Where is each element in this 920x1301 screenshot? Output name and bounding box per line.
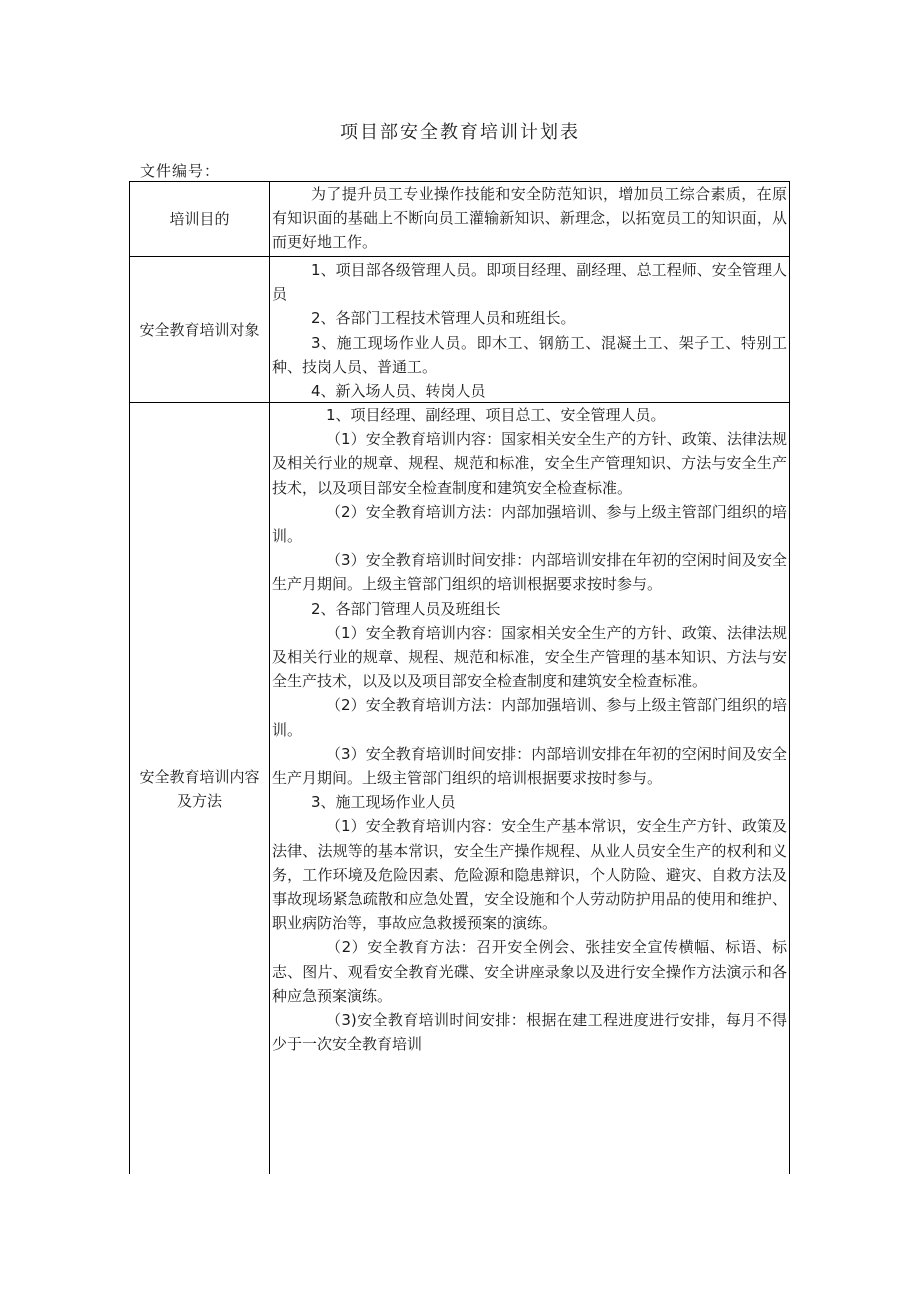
content-paragraph: （1）安全教育培训内容：安全生产基本常识，安全生产方针、政策及法律、法规等的基本常识，安全生产操作规程、从业人员安全生产的权利和义务，工作环境及危险因素、危险源和隐患辩识，个人防险、避灾、自救方法及事故现场紧急疏散和应急处置，安全设施和个人劳动防护用品的使用和维护、职业病防治等，事故应急救援预案的演练。 xyxy=(272,817,787,933)
table-row-content-methods xyxy=(130,403,789,1174)
content-paragraph: （2）安全教育培训方法：内部加强培训、参与上级主管部门组织的培训。 xyxy=(272,696,787,739)
table-row-purpose xyxy=(130,182,789,257)
row-content-methods xyxy=(270,403,789,1056)
content-paragraph: 1、项目部各级管理人员。即项目经理、副经理、总工程师、安全管理人员 xyxy=(272,261,787,304)
row-label-content-methods: 安全教育培训内容及方法 xyxy=(130,403,270,1174)
content-paragraph: （3）安全教育培训时间安排：内部培训安排在年初的空闲时间及安全生产月期间。上级主管部门组织的培训根据要求按时参与。 xyxy=(272,551,787,594)
content-paragraph: （3)安全教育培训时间安排：根据在建工程进度进行安排，每月不得少于一次安全教育培训 xyxy=(272,1011,787,1054)
table-row-audience xyxy=(130,257,789,403)
document-number-label: 文件编号： xyxy=(140,162,221,180)
content-paragraph: （2）安全教育培训方法：内部加强培训、参与上级主管部门组织的培训。 xyxy=(272,502,787,546)
content-paragraph: （1）安全教育培训内容：国家相关安全生产的方针、政策、法律法规及相关行业的规章、规程、规范和标准，安全生产管理知识、方法与安全生产技术，以及项目部安全检查制度和建筑安全检查标准。 xyxy=(272,430,787,497)
content-paragraph: 为了提升员工专业操作技能和安全防范知识，增加员工综合素质，在原有知识面的基础上不断向员工灌输新知识、新理念，以拓宽员工的知识面，从而更好地工作。 xyxy=(272,185,787,252)
content-paragraph: 2、各部门管理人员及班组长 xyxy=(311,599,501,618)
content-paragraph: 3、施工现场作业人员。即木工、钢筋工、混凝土工、架子工、特别工种、技岗人员、普通工。 xyxy=(272,333,787,376)
row-label-purpose: 培训目的 xyxy=(130,182,270,256)
document-title: 项目部安全教育培训计划表 xyxy=(340,122,580,143)
training-plan-table xyxy=(129,181,790,1174)
content-paragraph: （2）安全教育方法：召开安全例会、张挂安全宣传横幅、标语、标志、图片、观看安全教育光碟、安全讲座录象以及进行安全操作方法演示和各种应急预案演练。 xyxy=(272,938,787,1005)
content-paragraph: （3）安全教育培训时间安排：内部培训安排在年初的空闲时间及安全生产月期间。上级主管部门组织的培训根据要求按时参与。 xyxy=(272,744,787,788)
content-paragraph: 3、施工现场作业人员 xyxy=(311,793,456,812)
content-paragraph: 2、各部门工程技术管理人员和班组长。 xyxy=(311,309,576,328)
row-content-audience xyxy=(270,258,789,403)
row-content-purpose xyxy=(270,182,789,255)
content-paragraph: 1、项目经理、副经理、项目总工、安全管理人员。 xyxy=(326,406,666,424)
row-label-audience: 安全教育培训对象 xyxy=(130,257,270,402)
content-paragraph: 4、新入场人员、转岗人员 xyxy=(311,382,486,401)
content-paragraph: （1）安全教育培训内容：国家相关安全生产的方针、政策、法律法规及相关行业的规章、规程、规范和标准，安全生产管理的基本知识、方法与安全生产技术，以及以及项目部安全检查制度和建筑安全检查标准。 xyxy=(272,623,787,691)
